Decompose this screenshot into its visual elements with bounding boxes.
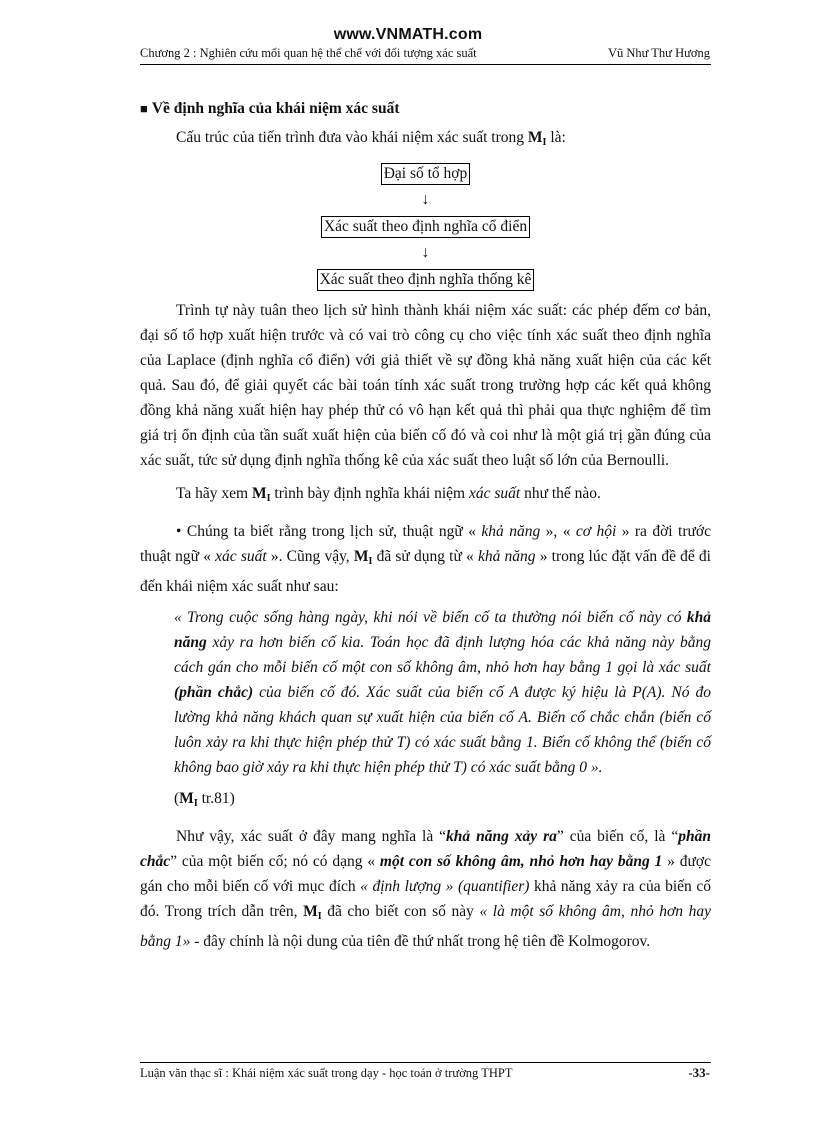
paragraph-conclusion: Như vậy, xác suất ở đây mang nghĩa là “khả năng xảy ra” của biến cố, là “phần chắc” của một biến cố; nó có dạng « một con số không âm, nhỏ hơn hay bằng 1 » được gán cho mỗi biến cố với mục đích « định lượng » (quantifier) khả năng xảy ra của biến cố đó. Trong trích dẫn trên, $M_I$ đã cho biết con số này « là một số không âm, nhỏ hơn hay bằng 1» - đây chính là nội dung của tiên đề thứ nhất trong hệ tiên đề Kolmogorov.	[140, 828, 711, 950]
paragraph-history: Trình tự này tuân theo lịch sử hình thành khái niệm xác suất: các phép đếm cơ bản, đại số tổ hợp xuất hiện trước và có vai trò công cụ cho việc tính xác suất theo định nghĩa của Laplace (định nghĩa cổ điển) với giả thiết về sự đồng khả năng xuất hiện của các kết quả. Sau đó, để giải quyết các bài toán tính xác suất trong trường hợp các kết quả không đồng khả năng xuất hiện hay phép thử có vô hạn kết quả thì phải qua thực nghiệm để tìm giá trị ổn định của tần suất xuất hiện của biến cố đó và coi như là một giá trị gần đúng của xác suất, tức sử dụng định nghĩa thống kê của xác suất theo luật số lớn của Bernoulli.	[140, 302, 711, 469]
flow-diagram	[140, 161, 711, 292]
intro-line: Cấu trúc của tiến trình đưa vào khái niệm xác suất trong $M_I$ là:	[176, 129, 566, 148]
m1-symbol: $M_I$	[353, 548, 373, 567]
m1-symbol: $M_I$	[251, 485, 271, 504]
m1-symbol: $M_I$	[527, 129, 547, 148]
header-chapter: Chương 2 : Nghiên cứu mối quan hệ thể chế với đối tượng xác suất	[140, 46, 477, 60]
bullet-icon: •	[176, 523, 182, 540]
page-content	[140, 96, 711, 954]
down-arrow-icon: ↓	[421, 191, 430, 208]
m1-symbol: $M_I$	[179, 790, 198, 809]
quote-reference: ($M_I$ tr.81)	[174, 790, 235, 809]
site-banner[interactable]: www.VNMATH.com	[333, 26, 483, 43]
page-number: -33-	[688, 1065, 710, 1080]
footer-thesis-title: Luận văn thạc sĩ : Khái niệm xác suất trong dạy - học toán ở trường THPT	[140, 1066, 513, 1080]
quote-block: « Trong cuộc sống hàng ngày, khi nói về biến cố ta thường nói biến cố này có khả năng xảy ra hơn biến cố kia. Toán học đã định lượng hóa các khả năng này bằng cách gán cho mỗi biến cố một con số không âm, nhỏ hơn hay bằng 1 gọi là xác suất (phần chắc) của biến cố đó. Xác suất của biến cố A được ký hiệu là P(A). Nó đo lường khả năng khách quan sự xuất hiện của biến cố A. Biến cố chắc chắn (biến cố luôn xảy ra khi thực hiện phép thử T) có xác suất bằng 1. Biến cố không thể (biến cố không bao giờ xảy ra khi thực hiện phép thử T) có xác suất bằng 0 ».	[174, 609, 711, 776]
footer-rule	[140, 1062, 711, 1063]
square-bullet-icon: ■	[140, 101, 148, 116]
m1-symbol: $M_I$	[303, 903, 322, 922]
header-author: Vũ Như Thư Hương	[607, 46, 710, 60]
flow-box-classical: Xác suất theo định nghĩa cổ điển	[321, 216, 530, 238]
flow-box-combinatorics: Đại số tổ hợp	[381, 163, 471, 185]
section-title	[140, 96, 711, 121]
paragraph-terms: • Chúng ta biết rằng trong lịch sử, thuật ngữ « khả năng », « cơ hội » ra đời trước thuật ngữ « xác suất ». Cũng vậy, $M_I$ đã sử dụng từ « khả năng » trong lúc đặt vấn đề để đi đến khái niệm xác suất như sau:	[140, 523, 711, 595]
section-title-text: Về định nghĩa của khái niệm xác suất	[151, 100, 400, 117]
paragraph-look: Ta hãy xem $M_I$ trình bày định nghĩa khái niệm xác suất như thế nào.	[176, 485, 601, 504]
header-rule	[140, 64, 711, 65]
down-arrow-icon: ↓	[421, 244, 430, 261]
flow-box-statistical: Xác suất theo định nghĩa thống kê	[317, 269, 535, 291]
